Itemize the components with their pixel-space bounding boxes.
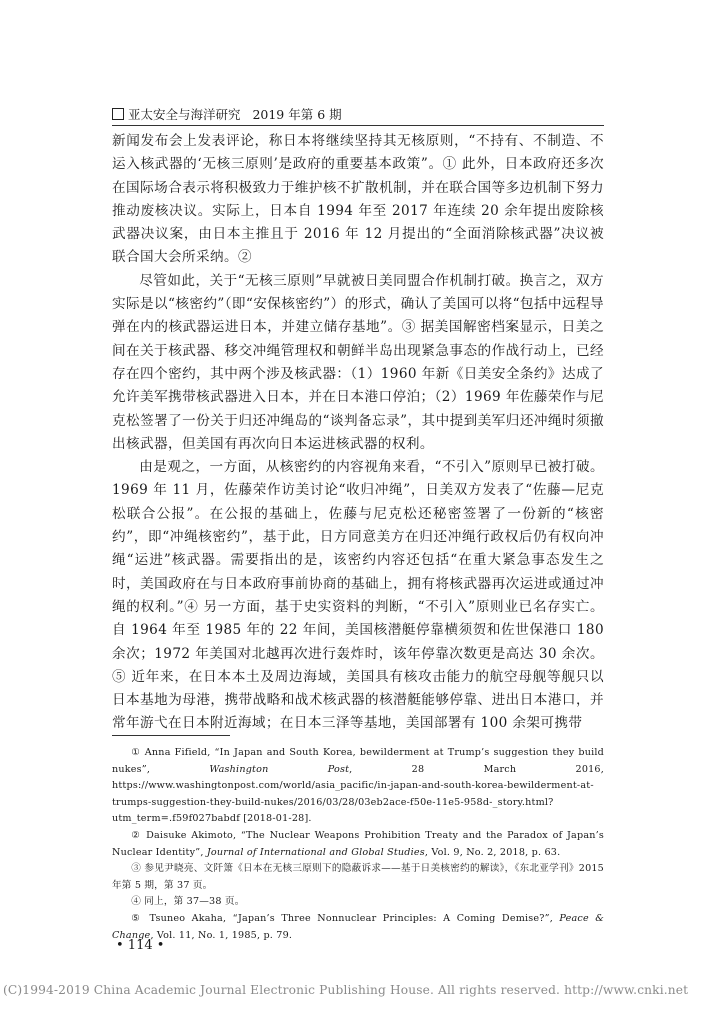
footnote: ③ 参见尹晓亮、文阡箫《日本在无核三原则下的隐蔽诉求——基于日美核密约的解读》，《东北亚学刊》2015 年第 5 期，第 37 页。 bbox=[112, 863, 604, 891]
paragraph: 尽管如此，关于“无核三原则”早就被日美同盟合作机制打破。换言之，双方实际是以“核密约”（即“安保核密约”）的形式，确认了美国可以将“包括中远程导弹在内的核武器运进日本，并建立储存基地”。③ 据美国解密档案显示，日美之间在关于核武器、移交冲绳管理权和朝鲜半岛出现紧急事态的作战行动上，已经存在四个密约，其中两个涉及核武器：（1）1960 年新《日美安全条约》达成了允许美军携带核武器进入日本，并在日本港口停泊；（2）1969 年佐藤荣作与尼克松签署了一份关于归还冲绳岛的“谈判备忘录”，其中提到美军归还冲绳时须撤出核武器，但美国有再次向日本运进核武器的权利。 bbox=[112, 272, 604, 452]
paragraph: 由是观之，一方面，从核密约的内容视角来看，“不引入”原则早已被打破。1969 年 11 月，佐藤荣作访美讨论“收归冲绳”，日美双方发表了“佐藤—尼克松联合公报”。在公报的基础上，佐藤与尼克松还秘密签署了一份新的“核密约”，即“冲绳核密约”，基于此，日方同意美方在归还冲绳行政权后仍有权向冲绳“运进”核武器。需要指出的是，该密约内容还包括“在重大紧急事态发生之时，美国政府在与日本政府事前协商的基础上，拥有将核武器再次运进或通过冲绳的权利。”④ 另一方面，基于史实资料的判断，“不引入”原则业已名存实亡。自 1964 年至 1985 年的 22 年间，美国核潜艇停靠横须贺和佐世保港口 180 余次；1972 年美国对北越再次进行轰炸时，该年停靠次数更是高达 30 余次。⑤ 近年来，在日本本土及周边海域，美国具有核攻击能力的航空母舰等舰只以日本基地为母港，携带战略和战术核武器的核潜艇能够停靠、进出日本港口，并常年游弋在日本附近海域；在日本三泽等基地，美国部署有 100 余架可携带 bbox=[112, 459, 604, 732]
footnote: ⑤ Tsuneo Akaha, “Japan’s Three Nonnuclear Principles: A Coming Demise?”, Peace & Change, Vol. 11, No. 1, 1985, p. 79. bbox=[112, 912, 604, 941]
footnote-rule bbox=[112, 735, 230, 736]
footnote: ② Daisuke Akimoto, “The Nuclear Weapons Prohibition Treaty and the Paradox of Japan’s Nuclear Identity”, Journal of International and Global Studies, Vol. 9, No. 2, 2018, p. 63. bbox=[112, 829, 604, 858]
page-number: • 114 • bbox=[116, 938, 165, 953]
copyright-line: (C)1994-2019 China Academic Journal Electronic Publishing House. All rights reserved. http://www.cnki.net bbox=[3, 983, 689, 997]
issue-label: 2019 年第 6 期 bbox=[252, 107, 342, 122]
square-icon bbox=[112, 108, 124, 120]
footnote: ④ 同上，第 37—38 页。 bbox=[131, 896, 245, 908]
paragraph: 新闻发布会上发表评论，称日本将继续坚持其无核原则，“不持有、不制造、不运入核武器的‘无核三原则’是政府的重要基本政策”。① 此外，日本政府还多次在国际场合表示将积极致力于维护核不扩散机制，并在联合国等多边机制下努力推动废核决议。实际上，日本自 1994 年至 2017 年连续 20 余年提出废除核武器决议案，由日本主推且于 2016 年 12 月提出的“全面消除核武器”决议被联合国大会所采纳。② bbox=[112, 133, 604, 266]
running-header bbox=[112, 107, 602, 123]
header-rule bbox=[112, 125, 604, 126]
footnotes bbox=[112, 745, 604, 944]
journal-name: 亚太安全与海洋研究 bbox=[128, 107, 241, 122]
main-text bbox=[112, 130, 604, 736]
footnote: ① Anna Fifield, “In Japan and South Korea, bewilderment at Trump’s suggestion they build nukes”, Washington Post, 28 March 2016, https://www.washingtonpost.com/world/asia_pacific/in-japan-and-south-korea-bewilderment-at-trumps-suggestion-they-build-nukes/2016/03/28/03eb2ace-f50e-11e5-958d-_story.html?utm_term=.f59f027babdf [2018-01-28]. bbox=[112, 747, 604, 825]
